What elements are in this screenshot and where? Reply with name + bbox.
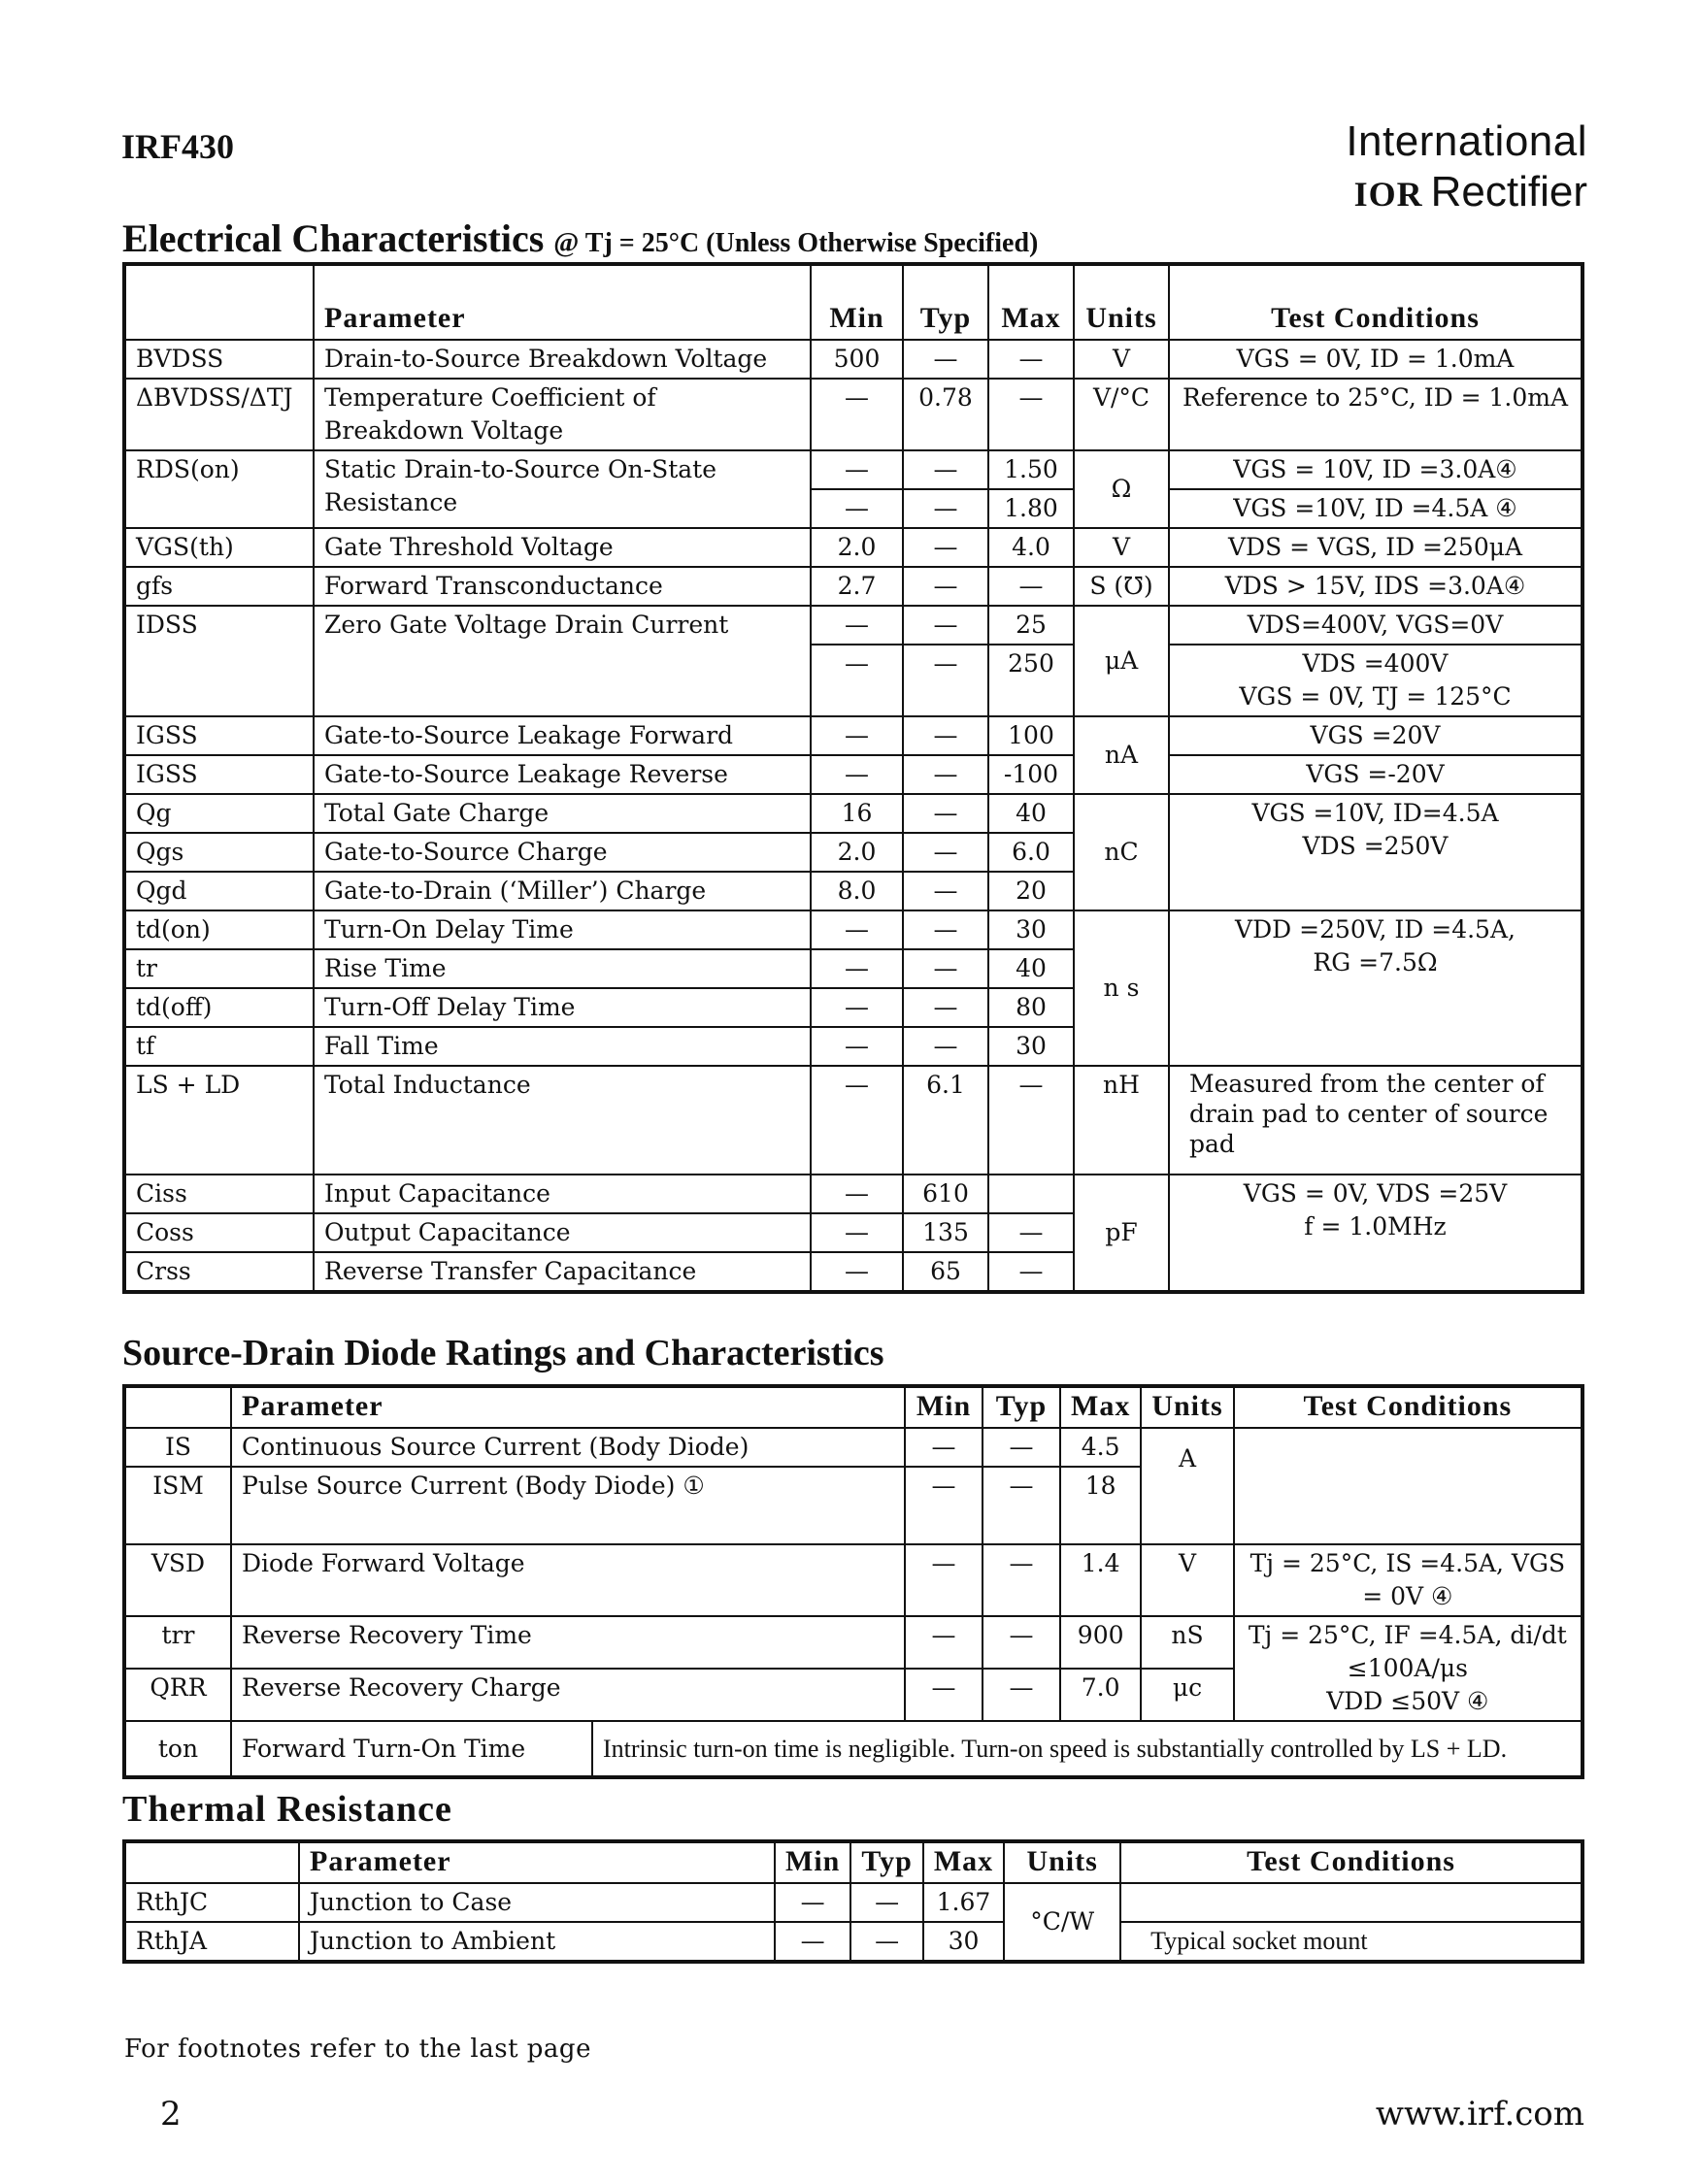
table-row: IDSS Zero Gate Voltage Drain Current — — 25 μA VDS=400V, VGS=0V [124, 606, 1582, 645]
table-row: Qgs Gate-to-Source Charge 2.0 — 6.0 [124, 833, 1582, 872]
company-logo [1346, 116, 1587, 219]
table-row: Ciss Input Capacitance — 610 pF VGS = 0V, VDS =25V f = 1.0MHz [124, 1175, 1582, 1213]
table-header-row: Parameter Min Typ Max Units Test Conditions [124, 264, 1582, 340]
table-row: Coss Output Capacitance — 135 — [124, 1213, 1582, 1252]
table-row: LS + LD Total Inductance — 6.1 — nH Measured from the center of drain pad to center of source pad [124, 1066, 1582, 1175]
table-row: ton Forward Turn-On Time Intrinsic turn-on time is negligible. Turn-on speed is substantially controlled by LS + LD. [124, 1721, 1582, 1777]
electrical-condition: @ Tj = 25°C (Unless Otherwise Specified) [553, 228, 1039, 258]
table-row: RthJA Junction to Ambient — — 30 Typical socket mount [124, 1922, 1582, 1962]
page-number: 2 [160, 2095, 182, 2134]
thermal-table [122, 1839, 1584, 1964]
table-row: IS Continuous Source Current (Body Diode) — — 4.5 A [124, 1428, 1582, 1467]
table-row: — — 1.80 VGS =10V, ID =4.5A ④ [124, 489, 1582, 528]
table-row: gfs Forward Transconductance 2.7 — — S (℧) VDS > 15V, IDS =3.0A④ [124, 567, 1582, 606]
thermal-title: Thermal Resistance [122, 1789, 452, 1830]
part-number: IRF430 [121, 127, 234, 166]
table-row: — — 250 VDS =400V VGS = 0V, TJ = 125°C [124, 645, 1582, 716]
table-row: IGSS Gate-to-Source Leakage Forward — — 100 nA VGS =20V [124, 716, 1582, 755]
footnote-reference: For footnotes refer to the last page [124, 2035, 591, 2064]
website-url: www.irf.com [1375, 2095, 1584, 2134]
table-row: tr Rise Time — — 40 [124, 949, 1582, 988]
table-row: IGSS Gate-to-Source Leakage Reverse — — -100 VGS =-20V [124, 755, 1582, 794]
diode-title: Source-Drain Diode Ratings and Characteristics [122, 1333, 884, 1373]
logo-ior: IOR [1353, 175, 1423, 214]
table-row: tf Fall Time — — 30 [124, 1027, 1582, 1066]
logo-line1: International [1346, 117, 1587, 165]
table-header-row: Parameter Min Typ Max Units Test Conditions [124, 1841, 1582, 1883]
table-header-row: Parameter Min Typ Max Units Test Conditions [124, 1386, 1582, 1428]
table-row: ISM Pulse Source Current (Body Diode) ① — — 18 [124, 1467, 1582, 1544]
table-row: BVDSS Drain-to-Source Breakdown Voltage 500 — — V VGS = 0V, ID = 1.0mA [124, 340, 1582, 379]
table-row: VSD Diode Forward Voltage — — 1.4 V Tj = 25°C, IS =4.5A, VGS = 0V ④ [124, 1544, 1582, 1616]
table-row: Qgd Gate-to-Drain (‘Miller’) Charge 8.0 — 20 [124, 872, 1582, 910]
logo-line2: Rectifier [1430, 168, 1587, 215]
table-row: ΔBVDSS/ΔTJ Temperature Coefficient of Breakdown Voltage — 0.78 — V/°C Reference to 25°C, ID = 1.0mA [124, 379, 1582, 450]
table-row: Crss Reverse Transfer Capacitance — 65 — [124, 1252, 1582, 1292]
table-row: RDS(on) Static Drain-to-Source On-State Resistance — — 1.50 Ω VGS = 10V, ID =3.0A④ [124, 450, 1582, 489]
electrical-table [122, 262, 1584, 1294]
table-row: RthJC Junction to Case — — 1.67 °C/W [124, 1883, 1582, 1922]
table-row: QRR Reverse Recovery Charge — — 7.0 μc [124, 1669, 1582, 1721]
table-row: td(on) Turn-On Delay Time — — 30 n s VDD =250V, ID =4.5A, RG =7.5Ω [124, 910, 1582, 949]
electrical-title: Electrical Characteristics @ Tj = 25°C (Unless Otherwise Specified) [122, 216, 1039, 260]
table-row: trr Reverse Recovery Time — — 900 nS Tj = 25°C, IF =4.5A, di/dt ≤100A/μs VDD ≤50V ④ [124, 1616, 1582, 1669]
table-row: Qg Total Gate Charge 16 — 40 nC VGS =10V, ID=4.5A VDS =250V [124, 794, 1582, 833]
diode-table [122, 1384, 1584, 1779]
table-row: VGS(th) Gate Threshold Voltage 2.0 — 4.0 V VDS = VGS, ID =250μA [124, 528, 1582, 567]
table-row: td(off) Turn-Off Delay Time — — 80 [124, 988, 1582, 1027]
